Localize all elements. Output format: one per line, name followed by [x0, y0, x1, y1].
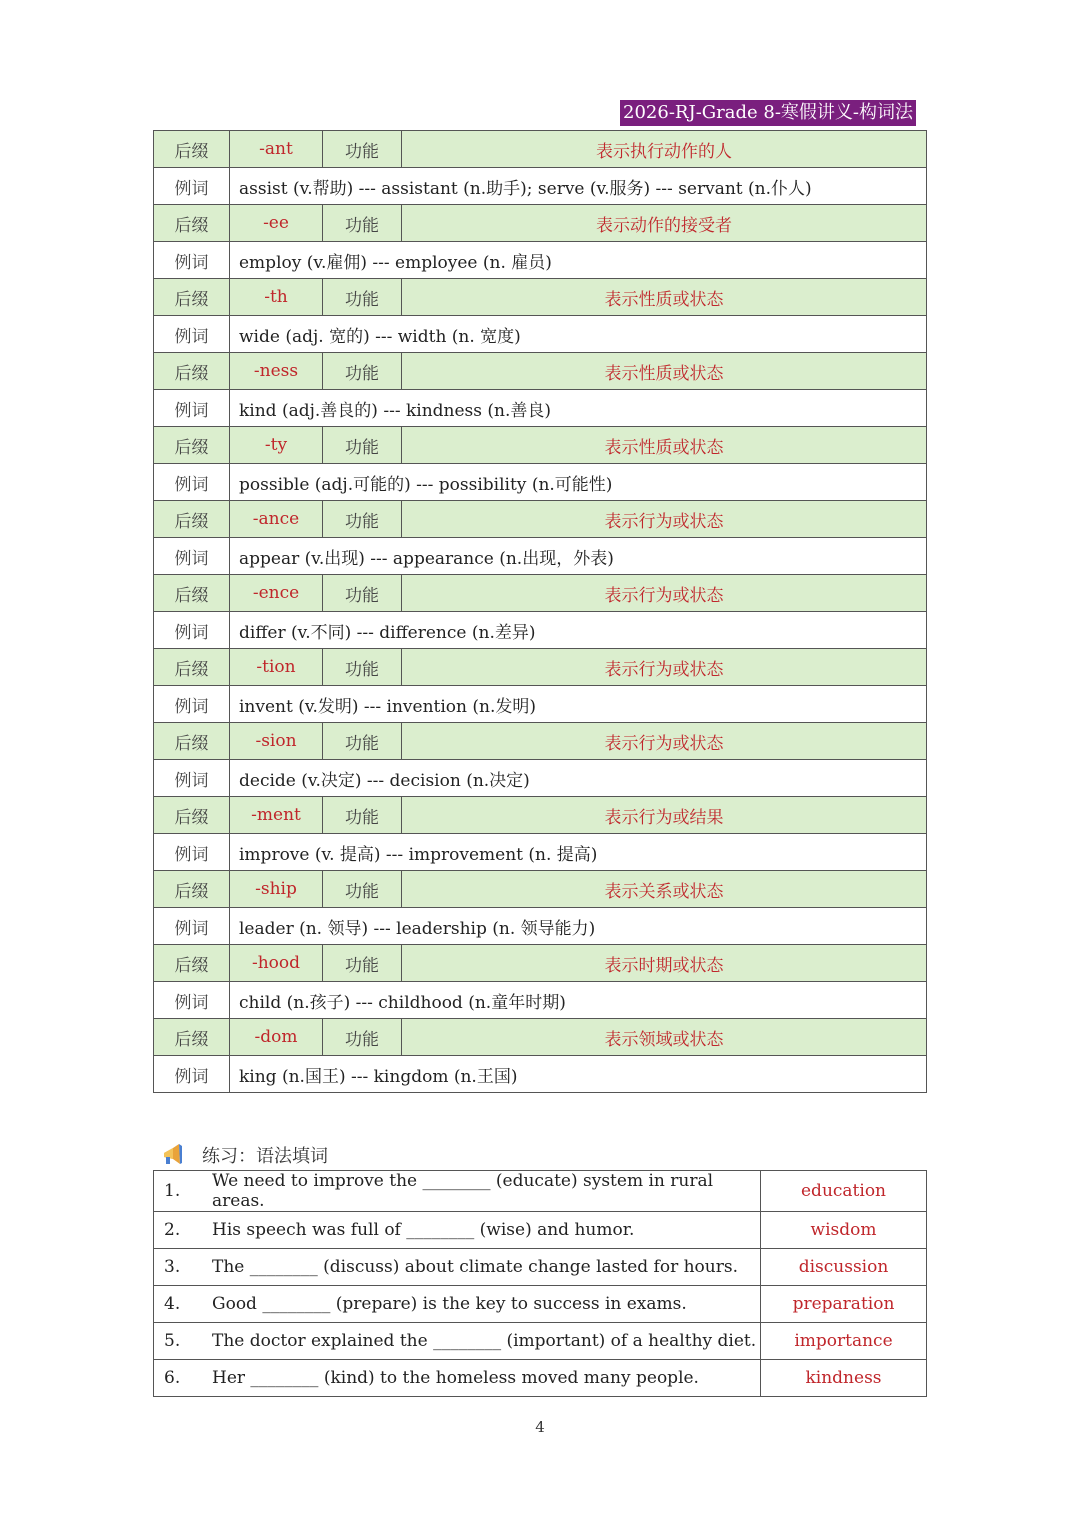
- example-text: appear (v.出现) --- appearance (n.出现，外表): [230, 538, 927, 575]
- suffix-value: -sion: [230, 723, 323, 760]
- example-row: [154, 612, 927, 649]
- question-number: 1.: [154, 1171, 213, 1212]
- suffix-meaning: 表示领域或状态: [402, 1019, 927, 1056]
- example-row: [154, 390, 927, 427]
- example-row: [154, 834, 927, 871]
- example-row: [154, 464, 927, 501]
- suffix-row: [154, 649, 927, 686]
- suffix-label: 后缀: [154, 945, 230, 982]
- question-answer: education: [761, 1171, 927, 1212]
- example-row: [154, 760, 927, 797]
- example-row: [154, 168, 927, 205]
- suffix-row: [154, 279, 927, 316]
- function-label: 功能: [323, 1019, 402, 1056]
- suffix-label: 后缀: [154, 279, 230, 316]
- suffix-label: 后缀: [154, 797, 230, 834]
- suffix-row: [154, 353, 927, 390]
- question-text: His speech was full of ________ (wise) and humor.: [212, 1212, 761, 1249]
- example-label: 例词: [154, 242, 230, 279]
- question-answer: preparation: [761, 1286, 927, 1323]
- example-text: employ (v.雇佣) --- employee (n. 雇员): [230, 242, 927, 279]
- suffix-value: -ship: [230, 871, 323, 908]
- question-text: We need to improve the ________ (educate) system in rural areas.: [212, 1171, 761, 1212]
- example-text: child (n.孩子) --- childhood (n.童年时期): [230, 982, 927, 1019]
- example-text: decide (v.决定) --- decision (n.决定): [230, 760, 927, 797]
- suffix-label: 后缀: [154, 1019, 230, 1056]
- suffix-value: -hood: [230, 945, 323, 982]
- example-label: 例词: [154, 1056, 230, 1093]
- suffix-value: -dom: [230, 1019, 323, 1056]
- suffix-label: 后缀: [154, 353, 230, 390]
- question-answer: kindness: [761, 1360, 927, 1397]
- example-label: 例词: [154, 686, 230, 723]
- suffix-meaning: 表示性质或状态: [402, 427, 927, 464]
- example-row: [154, 908, 927, 945]
- function-label: 功能: [323, 575, 402, 612]
- suffix-meaning: 表示行为或状态: [402, 501, 927, 538]
- practice-section-title: [160, 1140, 328, 1170]
- function-label: 功能: [323, 797, 402, 834]
- function-label: 功能: [323, 649, 402, 686]
- suffix-value: -ence: [230, 575, 323, 612]
- suffix-value: -ee: [230, 205, 323, 242]
- suffix-row: [154, 131, 927, 168]
- example-text: possible (adj.可能的) --- possibility (n.可能性): [230, 464, 927, 501]
- suffix-row: [154, 871, 927, 908]
- suffix-value: -ance: [230, 501, 323, 538]
- example-row: [154, 538, 927, 575]
- suffix-value: -ment: [230, 797, 323, 834]
- question-text: Good ________ (prepare) is the key to success in exams.: [212, 1286, 761, 1323]
- suffix-row: [154, 797, 927, 834]
- example-row: [154, 242, 927, 279]
- suffix-row: [154, 945, 927, 982]
- function-label: 功能: [323, 945, 402, 982]
- function-label: 功能: [323, 279, 402, 316]
- suffix-label: 后缀: [154, 871, 230, 908]
- suffix-meaning: 表示行为或状态: [402, 575, 927, 612]
- suffix-label: 后缀: [154, 575, 230, 612]
- suffix-meaning: 表示性质或状态: [402, 353, 927, 390]
- example-text: wide (adj. 宽的) --- width (n. 宽度): [230, 316, 927, 353]
- question-number: 4.: [154, 1286, 213, 1323]
- question-answer: importance: [761, 1323, 927, 1360]
- example-label: 例词: [154, 908, 230, 945]
- example-row: [154, 1056, 927, 1093]
- question-text: Her ________ (kind) to the homeless moved many people.: [212, 1360, 761, 1397]
- suffix-label: 后缀: [154, 649, 230, 686]
- suffix-value: -th: [230, 279, 323, 316]
- question-text: The ________ (discuss) about climate change lasted for hours.: [212, 1249, 761, 1286]
- suffix-label: 后缀: [154, 501, 230, 538]
- suffix-meaning: 表示关系或状态: [402, 871, 927, 908]
- suffix-meaning: 表示动作的接受者: [402, 205, 927, 242]
- example-label: 例词: [154, 760, 230, 797]
- question-answer: wisdom: [761, 1212, 927, 1249]
- example-label: 例词: [154, 316, 230, 353]
- example-row: [154, 316, 927, 353]
- practice-question-row: [154, 1171, 927, 1212]
- suffix-meaning: 表示时期或状态: [402, 945, 927, 982]
- suffix-value: -tion: [230, 649, 323, 686]
- suffix-meaning: 表示性质或状态: [402, 279, 927, 316]
- function-label: 功能: [323, 501, 402, 538]
- question-number: 2.: [154, 1212, 213, 1249]
- practice-question-row: [154, 1212, 927, 1249]
- suffix-value: -ness: [230, 353, 323, 390]
- example-text: assist (v.帮助) --- assistant (n.助手); serve (v.服务) --- servant (n.仆人): [230, 168, 927, 205]
- function-label: 功能: [323, 353, 402, 390]
- suffix-meaning: 表示执行动作的人: [402, 131, 927, 168]
- example-label: 例词: [154, 982, 230, 1019]
- suffix-row: [154, 723, 927, 760]
- example-label: 例词: [154, 390, 230, 427]
- function-label: 功能: [323, 871, 402, 908]
- document-header-tag: 2026-RJ-Grade 8-寒假讲义-构词法: [620, 100, 916, 126]
- practice-title-text: 练习：语法填词: [202, 1146, 328, 1167]
- suffix-value: -ty: [230, 427, 323, 464]
- example-row: [154, 982, 927, 1019]
- practice-question-row: [154, 1323, 927, 1360]
- example-text: king (n.国王) --- kingdom (n.王国): [230, 1056, 927, 1093]
- practice-question-row: [154, 1360, 927, 1397]
- example-text: improve (v. 提高) --- improvement (n. 提高): [230, 834, 927, 871]
- question-answer: discussion: [761, 1249, 927, 1286]
- function-label: 功能: [323, 131, 402, 168]
- example-label: 例词: [154, 834, 230, 871]
- example-text: invent (v.发明) --- invention (n.发明): [230, 686, 927, 723]
- function-label: 功能: [323, 723, 402, 760]
- example-text: leader (n. 领导) --- leadership (n. 领导能力): [230, 908, 927, 945]
- question-number: 5.: [154, 1323, 213, 1360]
- example-label: 例词: [154, 168, 230, 205]
- practice-question-row: [154, 1249, 927, 1286]
- example-label: 例词: [154, 464, 230, 501]
- suffix-row: [154, 427, 927, 464]
- suffix-row: [154, 575, 927, 612]
- megaphone-icon: [160, 1142, 186, 1168]
- suffix-label: 后缀: [154, 131, 230, 168]
- question-text: The doctor explained the ________ (important) of a healthy diet.: [212, 1323, 761, 1360]
- practice-table: [153, 1170, 927, 1397]
- question-number: 6.: [154, 1360, 213, 1397]
- page-number: 4: [535, 1418, 545, 1436]
- example-text: differ (v.不同) --- difference (n.差异): [230, 612, 927, 649]
- example-text: kind (adj.善良的) --- kindness (n.善良): [230, 390, 927, 427]
- suffix-meaning: 表示行为或结果: [402, 797, 927, 834]
- suffix-row: [154, 205, 927, 242]
- function-label: 功能: [323, 427, 402, 464]
- suffix-row: [154, 501, 927, 538]
- function-label: 功能: [323, 205, 402, 242]
- suffix-meaning: 表示行为或状态: [402, 723, 927, 760]
- example-label: 例词: [154, 538, 230, 575]
- suffix-label: 后缀: [154, 205, 230, 242]
- suffix-label: 后缀: [154, 723, 230, 760]
- question-number: 3.: [154, 1249, 213, 1286]
- practice-question-row: [154, 1286, 927, 1323]
- example-label: 例词: [154, 612, 230, 649]
- suffix-value: -ant: [230, 131, 323, 168]
- suffix-meaning: 表示行为或状态: [402, 649, 927, 686]
- suffix-label: 后缀: [154, 427, 230, 464]
- suffix-row: [154, 1019, 927, 1056]
- suffix-table: [153, 130, 927, 1093]
- example-row: [154, 686, 927, 723]
